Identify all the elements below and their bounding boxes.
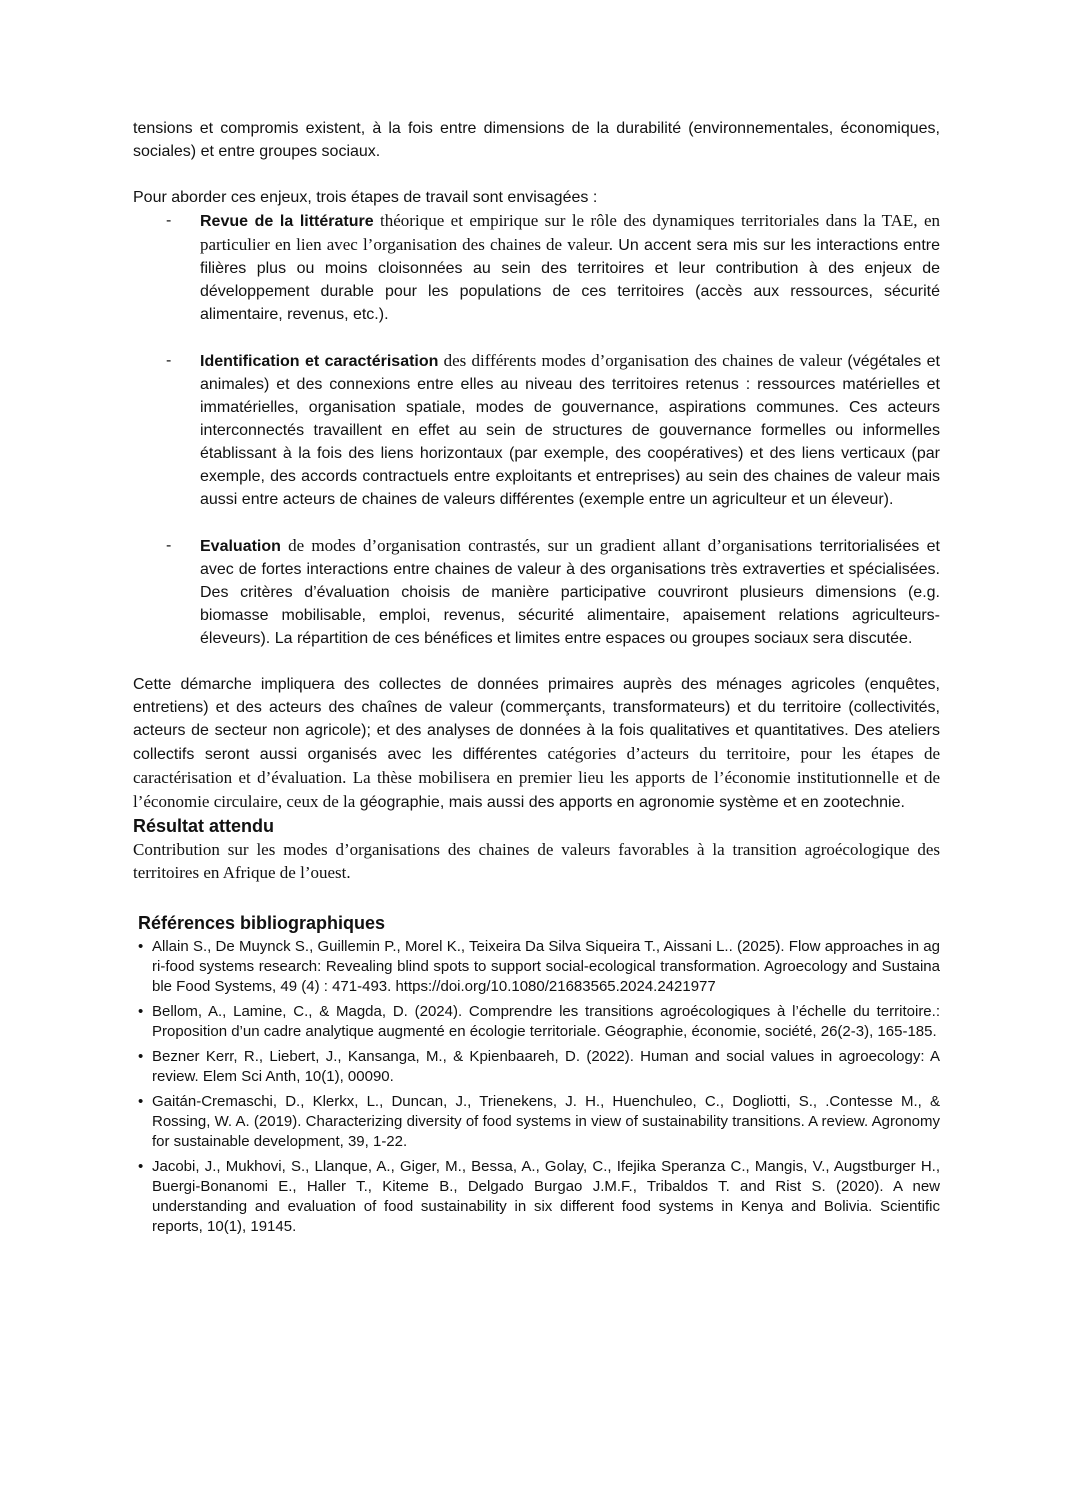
paragraph-intro: Pour aborder ces enjeux, trois étapes de travail sont envisagées : — [133, 189, 598, 206]
step-text-serif: de modes d’organisation contrastés, sur un gradient allant d’organisations — [280, 536, 813, 555]
reference-item — [133, 1092, 940, 1152]
step-text: Un accent sera mis sur les interactions entre filières plus ou moins cloisonnées au sein des territoires et leur contribution à des enjeux de développement durable pour les populations de ces territoires (accès aux ressources, sécurité alimentaire, revenus, etc.). — [200, 237, 940, 323]
step-item-evaluation — [133, 534, 940, 650]
bullet-marker: • — [138, 1093, 144, 1110]
spacer — [133, 163, 940, 186]
step-item-literature — [133, 209, 940, 326]
result-text: Contribution sur les modes d’organisations des chaines de valeurs favorables à la transition agroécologique des territoires en Afrique de l’ouest. — [133, 840, 940, 882]
paragraph-tensions: tensions et compromis existent, à la fois entre dimensions de la durabilité (environnementales, économiques, sociales) et entre groupes sociaux. — [133, 120, 940, 160]
steps-list — [133, 209, 940, 650]
step-lead: Evaluation — [200, 538, 281, 555]
bullet-marker: • — [138, 938, 144, 955]
dash-marker: - — [166, 537, 172, 554]
references-list — [133, 937, 940, 1237]
reference-item — [133, 1002, 940, 1042]
references-heading: Références bibliographiques — [138, 913, 386, 933]
bullet-marker: • — [138, 1048, 144, 1065]
reference-item — [133, 937, 940, 997]
demarche-text: Cette démarche impliquera des collectes de données primaires auprès des ménages agricoles (enquêtes, entretiens) et des acteurs des chaînes de valeur (commerçants, transformateurs) et du territoire (collectivités, acteurs de secteur non agricole); et des analyses de données à la fois qualitatives et quantitatives. Des ateliers collectifs seront aussi organisés avec les différentes — [133, 676, 940, 763]
step-lead: Revue de la littérature — [200, 213, 374, 230]
bullet-marker: • — [138, 1003, 144, 1020]
bullet-marker: • — [138, 1158, 144, 1175]
reference-text: Bezner Kerr, R., Liebert, J., Kansanga, M., & Kpienbaareh, D. (2022). Human and social values in agroecology: A review. Elem Sci Anth, 10(1), 00090. — [152, 1048, 940, 1085]
reference-item — [133, 1047, 940, 1087]
reference-text: Allain S., De Muynck S., Guillemin P., Morel K., Teixeira Da Silva Siqueira T., Aissani L.. (2025). Flow approaches in agri-food systems research: Revealing blind spots to support social-ecological transformation. Agroecology and Sustainable Food Systems, 49 (4) : 471-493. https://doi.org/10.1080/21683565.2024.2421977 — [152, 938, 940, 995]
reference-text: Jacobi, J., Mukhovi, S., Llanque, A., Giger, M., Bessa, A., Golay, C., Ifejika Speranza C., Mangis, V., Augstburger H., Buergi-Bonanomi E., Haller T., Kiteme B., Delgado Burgao J.M.F., Tribaldos T. and Rist S. (2020). A new understanding and evaluation of food sustainability in six different food systems in Kenya and Bolivia. Scientific reports, 10(1), 19145. — [152, 1158, 940, 1235]
dash-marker: - — [166, 352, 172, 369]
result-heading: Résultat attendu — [133, 816, 275, 836]
step-text: territorialisées et avec de fortes interactions entre chaines de valeur à des organisations très extraverties et spécialisées. Des critères d’évaluation choisis de manière participative couvriront plusieurs dimensions (e.g. biomasse mobilisable, emploi, revenus, sécurité alimentaire, apaisement relations agriculteurs-éleveurs). La répartition de ces bénéfices et limites entre espaces ou groupes sociaux sera discutée. — [200, 538, 940, 647]
demarche-text-end: géographie, mais aussi des apports en agronomie système et en zootechnie. — [355, 794, 905, 811]
reference-text: Gaitán-Cremaschi, D., Klerkx, L., Duncan, J., Trienekens, J. H., Huenchuleo, C., Dogliotti, S., .Contesse M., & Rossing, W. A. (2019). Characterizing diversity of food systems in view of sustainability transitions. A review. Agronomy for sustainable development, 39, 1-22. — [152, 1093, 940, 1150]
demarche-text-serif: catégories d’acteurs du territoire, pour les étapes de caractérisation et d’évaluation. La thèse mobilisera en premier lieu les apports de l’économie institutionnelle et de l’économie circulaire, ceux de la — [133, 744, 940, 811]
step-text-serif: théorique et empirique sur le rôle des dynamiques territoriales dans la TAE, en particulier en lien avec l’organisation des chaines de valeur. — [200, 211, 941, 254]
reference-text: Bellom, A., Lamine, C., & Magda, D. (2024). Comprendre les transitions agroécologiques à l’échelle du territoire.: Proposition d’un cadre analytique augmenté en écologie territoriale. Géographie, économie, société, 26(2-3), 165-185. — [152, 1003, 940, 1040]
step-text-serif: des différents modes d’organisation des chaines de valeur — [438, 351, 843, 370]
dash-marker: - — [166, 212, 172, 229]
step-item-identification — [133, 349, 940, 511]
step-lead: Identification et caractérisation — [200, 353, 439, 370]
reference-item — [133, 1157, 940, 1237]
paragraph-demarche — [133, 673, 940, 814]
document-page — [133, 117, 940, 1242]
step-text: (végétales et animales) et des connexions entre elles au niveau des territoires retenus : ressources matérielles et immatérielles, organisation spatiale, modes de gouvernance, aspirations communes. Ces acteurs interconnectés travaillent en effet au sein de structures de gouvernance formelles ou informelles établissant à la fois des liens horizontaux (par exemple, des coopératives) et des liens verticaux (par exemple, des accords contractuels entre exploitants et entreprises) au sein des chaines de valeur mais aussi entre acteurs de chaines de valeurs différentes (exemple entre un agriculteur et un éleveur). — [200, 353, 940, 508]
